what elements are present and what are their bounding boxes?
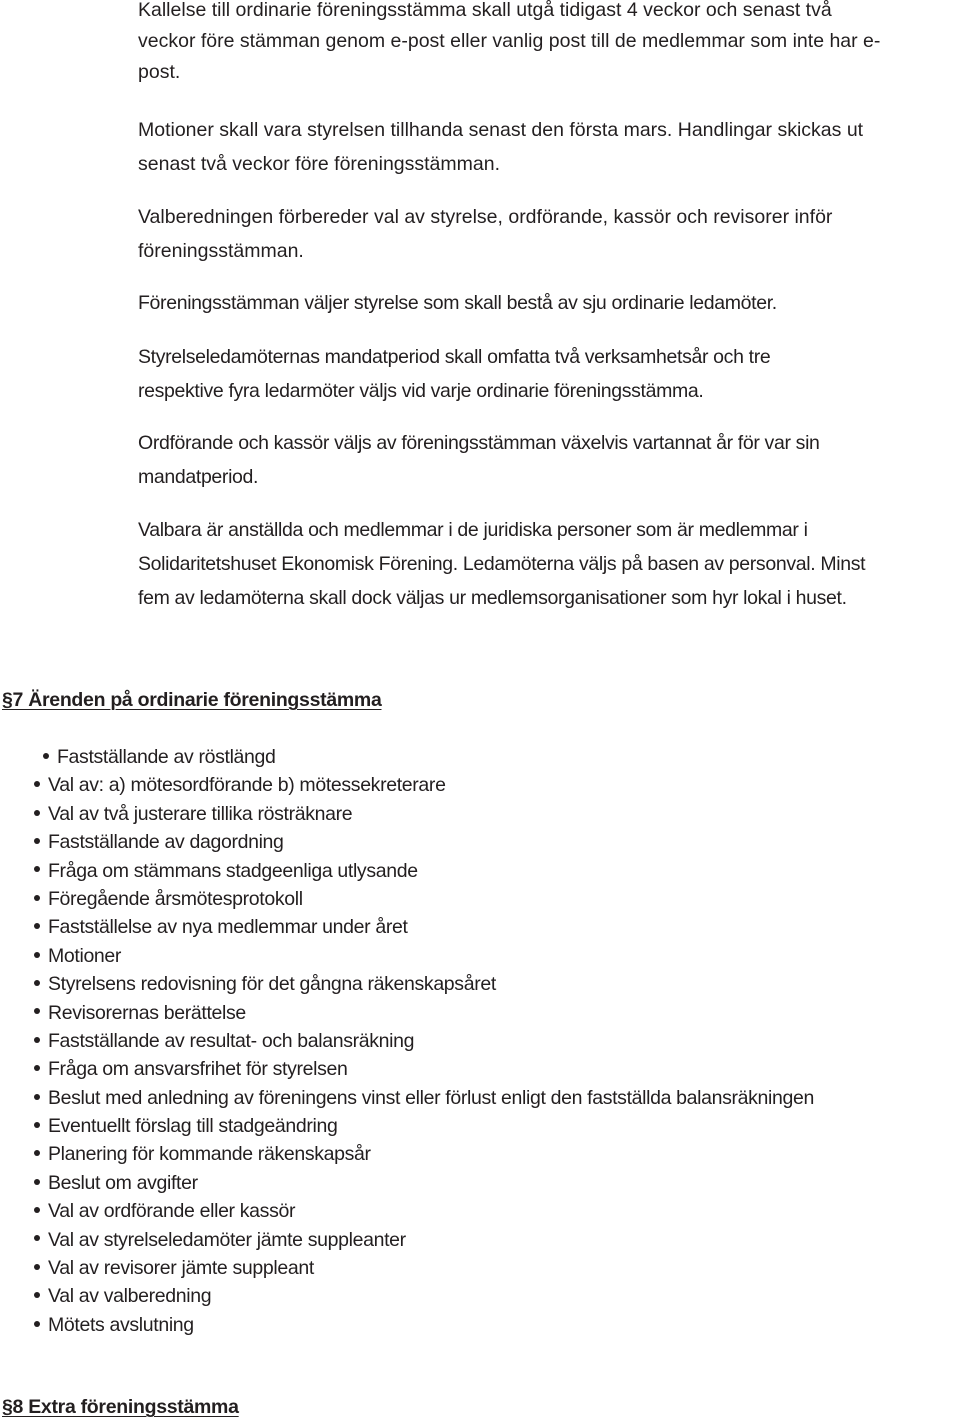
bullet-icon bbox=[43, 753, 49, 759]
list-item bbox=[34, 1112, 814, 1140]
bullet-icon bbox=[34, 1292, 40, 1298]
paragraph-line: Föreningsstämman väljer styrelse som skall bestå av sju ordinarie ledamöter. bbox=[138, 292, 777, 314]
list-item-text: Val av valberedning bbox=[48, 1285, 212, 1308]
bullet-icon bbox=[34, 1065, 40, 1071]
list-item bbox=[34, 1197, 814, 1225]
paragraph-motioner bbox=[138, 113, 953, 181]
bullet-icon bbox=[34, 895, 40, 901]
list-item bbox=[34, 771, 814, 799]
paragraph-line: Valbara är anställda och medlemmar i de juridiska personer som är medlemmar i bbox=[138, 519, 808, 541]
paragraph-line: Solidaritetshuset Ekonomisk Förening. Ledamöterna väljs på basen av personval. Minst bbox=[138, 553, 866, 575]
list-item bbox=[34, 1027, 814, 1055]
list-item bbox=[34, 800, 814, 828]
paragraph-valberedning bbox=[138, 200, 953, 268]
list-item bbox=[34, 1226, 814, 1254]
bullet-icon bbox=[34, 1264, 40, 1270]
list-item bbox=[34, 1140, 814, 1168]
paragraph-line: Motioner skall vara styrelsen tillhanda senast den första mars. Handlingar skickas ut bbox=[138, 119, 864, 141]
list-item bbox=[34, 1055, 814, 1083]
bullet-icon bbox=[34, 1008, 40, 1014]
list-item bbox=[34, 913, 814, 941]
paragraph-line: senast två veckor före föreningsstämman. bbox=[138, 153, 500, 175]
bullet-icon bbox=[34, 952, 40, 958]
paragraph-line: Styrelseledamöternas mandatperiod skall omfatta två verksamhetsår och tre bbox=[138, 346, 771, 368]
list-item-text: Beslut med anledning av föreningens vinst eller förlust enligt den fastställda balansräkningen bbox=[48, 1086, 815, 1109]
list-item-text: Fastställande av resultat- och balansräkning bbox=[48, 1029, 415, 1052]
section-7-list bbox=[34, 743, 814, 1339]
list-item-text: Beslut om avgifter bbox=[48, 1171, 198, 1194]
list-item-text: Mötets avslutning bbox=[48, 1313, 194, 1336]
paragraph-line: mandatperiod. bbox=[138, 466, 259, 488]
list-item bbox=[34, 1169, 814, 1197]
list-item-text: Eventuellt förslag till stadgeändring bbox=[48, 1115, 338, 1138]
paragraph-line: Ordförande och kassör väljs av föreningsstämman växelvis vartannat år för var sin bbox=[138, 432, 820, 454]
list-item bbox=[34, 857, 814, 885]
bullet-icon bbox=[34, 1179, 40, 1185]
list-item-text: Föregående årsmötesprotokoll bbox=[48, 887, 303, 910]
bullet-icon bbox=[34, 923, 40, 929]
section-7-heading: §7 Ärenden på ordinarie föreningsstämma bbox=[2, 689, 382, 711]
list-item-text: Val av styrelseledamöter jämte suppleanter bbox=[48, 1228, 406, 1251]
paragraph-kallelse bbox=[138, 0, 953, 88]
section-8-heading: §8 Extra föreningsstämma bbox=[2, 1396, 239, 1418]
paragraph-line: Valberedningen förbereder val av styrelse, ordförande, kassör och revisorer inför bbox=[138, 206, 833, 228]
list-item-text: Val av ordförande eller kassör bbox=[48, 1200, 296, 1223]
list-item bbox=[34, 1254, 814, 1282]
bullet-icon bbox=[34, 866, 40, 872]
list-item bbox=[34, 1311, 814, 1339]
list-item-text: Val av två justerare tillika rösträknare bbox=[48, 802, 353, 825]
list-item bbox=[34, 1084, 814, 1112]
paragraph-valbara bbox=[138, 513, 953, 615]
list-item-text: Fråga om ansvarsfrihet för styrelsen bbox=[48, 1058, 348, 1081]
list-item-text: Motioner bbox=[48, 944, 122, 967]
paragraph-styrelse bbox=[138, 286, 953, 320]
list-item-text: Fastställelse av nya medlemmar under året bbox=[48, 916, 408, 939]
bullet-icon bbox=[34, 1321, 40, 1327]
paragraph-ordforande bbox=[138, 426, 953, 494]
bullet-icon bbox=[34, 1037, 40, 1043]
paragraph-line: veckor före stämman genom e-post eller vanlig post till de medlemmar som inte har e- bbox=[138, 30, 881, 52]
bullet-icon bbox=[34, 1094, 40, 1100]
paragraph-line: Kallelse till ordinarie föreningsstämma skall utgå tidigast 4 veckor och senast två bbox=[138, 0, 832, 21]
paragraph-mandatperiod bbox=[138, 340, 953, 408]
bullet-icon bbox=[34, 1235, 40, 1241]
list-item bbox=[34, 999, 814, 1027]
bullet-icon bbox=[34, 1150, 40, 1156]
bullet-icon bbox=[34, 838, 40, 844]
list-item bbox=[34, 885, 814, 913]
list-item bbox=[34, 743, 814, 771]
bullet-icon bbox=[34, 781, 40, 787]
bullet-icon bbox=[34, 980, 40, 986]
list-item-text: Fråga om stämmans stadgeenliga utlysande bbox=[48, 859, 418, 882]
bullet-icon bbox=[34, 1122, 40, 1128]
bullet-icon bbox=[34, 1207, 40, 1213]
list-item bbox=[34, 970, 814, 998]
paragraph-line: post. bbox=[138, 61, 181, 83]
list-item-text: Val av: a) mötesordförande b) mötessekreterare bbox=[48, 774, 446, 797]
list-item-text: Fastställande av röstlängd bbox=[57, 746, 276, 768]
paragraph-line: fem av ledamöterna skall dock väljas ur medlemsorganisationer som hyr lokal i huset. bbox=[138, 587, 847, 609]
list-item bbox=[34, 828, 814, 856]
list-item-text: Fastställande av dagordning bbox=[48, 831, 284, 854]
bullet-icon bbox=[34, 810, 40, 816]
list-item bbox=[34, 942, 814, 970]
list-item-text: Val av revisorer jämte suppleant bbox=[48, 1257, 314, 1280]
list-item-text: Revisorernas berättelse bbox=[48, 1001, 246, 1024]
paragraph-line: föreningsstämman. bbox=[138, 240, 304, 262]
list-item-text: Styrelsens redovisning för det gångna räkenskapsåret bbox=[48, 973, 496, 996]
list-item bbox=[34, 1282, 814, 1310]
list-item-text: Planering för kommande räkenskapsår bbox=[48, 1143, 371, 1166]
paragraph-line: respektive fyra ledarmöter väljs vid varje ordinarie föreningsstämma. bbox=[138, 380, 704, 402]
